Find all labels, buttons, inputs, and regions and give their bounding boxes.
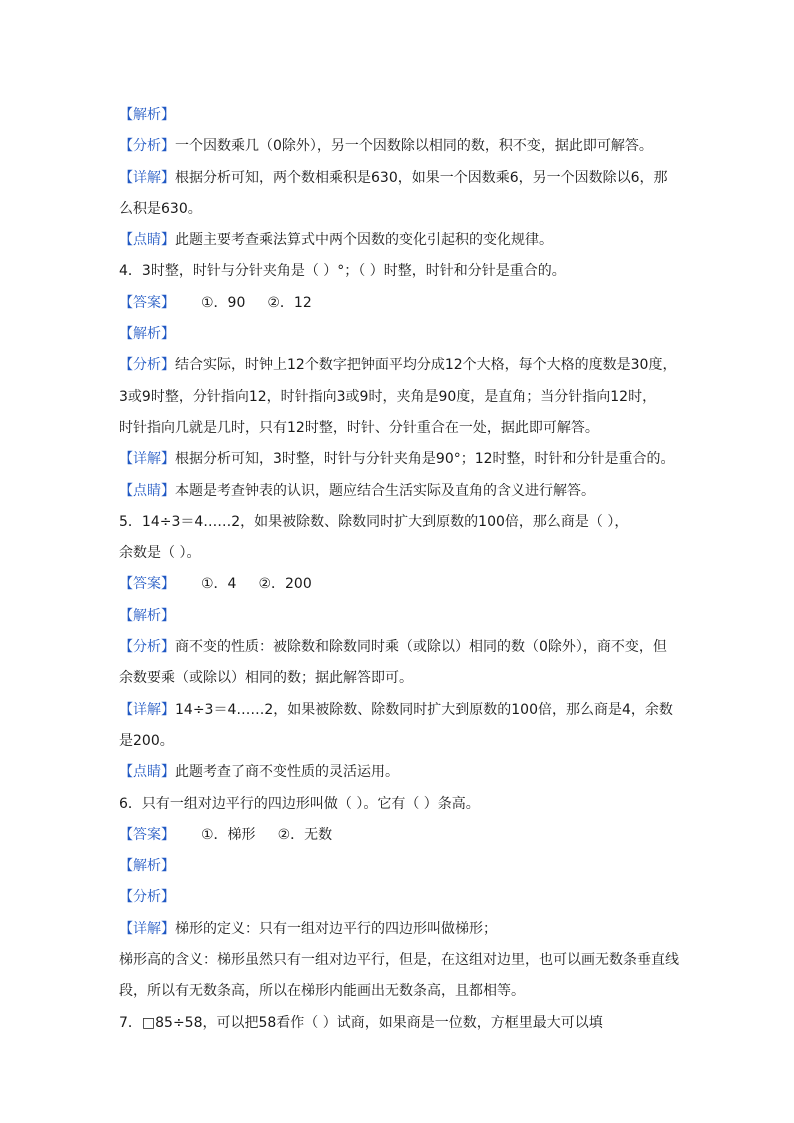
answer-option: ②．200 [258, 576, 312, 593]
text-line [119, 851, 689, 882]
text-line [119, 914, 689, 945]
line-text: 14÷3＝4……2，如果被除数、除数同时扩大到原数的100倍，那么商是4，余数 [175, 701, 673, 718]
text-line [119, 444, 689, 475]
text-line [119, 256, 689, 287]
answer-option: ①．梯形 [201, 826, 256, 843]
line-text: 6．只有一组对边平行的四边形叫做（ ）。它有（ ）条高。 [119, 795, 480, 812]
section-tag: 【详解】 [119, 451, 175, 468]
line-text: 根据分析可知，两个数相乘积是630，如果一个因数乘6，另一个因数除以6，那 [175, 169, 668, 186]
line-text: 余数是（ ）。 [119, 545, 201, 562]
text-line [119, 945, 689, 976]
section-tag: 【答案】 [119, 576, 175, 593]
section-tag: 【分析】 [119, 639, 175, 656]
line-text: 梯形的定义：只有一组对边平行的四边形叫做梯形； [175, 920, 497, 937]
line-text: 此题主要考查乘法算式中两个因数的变化引起积的变化规律。 [175, 232, 553, 249]
answer-option: ②．无数 [277, 826, 333, 843]
text-line [119, 100, 689, 131]
text-line [119, 288, 689, 319]
text-line [119, 319, 689, 350]
text-line [119, 1008, 689, 1039]
section-tag: 【点睛】 [119, 764, 175, 781]
text-line [119, 476, 689, 507]
line-text: 是200。 [119, 732, 174, 749]
section-tag: 【分析】 [119, 889, 175, 906]
text-line [119, 163, 689, 194]
section-tag: 【分析】 [119, 357, 175, 374]
section-tag: 【详解】 [119, 169, 175, 186]
line-text: 余数要乘（或除以）相同的数；据此解答即可。 [119, 670, 413, 687]
section-tag: 【解析】 [119, 607, 175, 624]
section-tag: 【解析】 [119, 858, 175, 875]
text-line [119, 726, 689, 757]
answer-option: ①．4 [201, 576, 237, 593]
line-text: 3或9时整，分针指向12，时针指向3或9时，夹角是90度，是直角；当分针指向12时， [119, 388, 657, 405]
text-line [119, 350, 689, 381]
text-line [119, 695, 689, 726]
text-line [119, 632, 689, 663]
text-line [119, 601, 689, 632]
text-line [119, 976, 689, 1007]
section-tag: 【解析】 [119, 326, 175, 343]
line-text: 本题是考查钟表的认识，题应结合生活实际及直角的含义进行解答。 [175, 482, 595, 499]
text-line [119, 413, 689, 444]
section-tag: 【详解】 [119, 920, 175, 937]
line-text: 段，所以有无数条高，所以在梯形内能画出无数条高，且都相等。 [119, 983, 525, 1000]
document-content [119, 100, 689, 1039]
text-line [119, 757, 689, 788]
line-text: 商不变的性质：被除数和除数同时乘（或除以）相同的数（0除外），商不变，但 [175, 639, 667, 656]
text-line [119, 382, 689, 413]
section-tag: 【答案】 [119, 294, 175, 311]
text-line [119, 820, 689, 851]
section-tag: 【点睛】 [119, 482, 175, 499]
line-text: 一个因数乘几（0除外），另一个因数除以相同的数，积不变，据此即可解答。 [175, 138, 653, 155]
text-line [119, 131, 689, 162]
text-line [119, 225, 689, 256]
text-line [119, 789, 689, 820]
line-text: 此题考查了商不变性质的灵活运用。 [175, 764, 399, 781]
line-text: 时针指向几就是几时，只有12时整，时针、分针重合在一处，据此即可解答。 [119, 419, 599, 436]
text-line [119, 663, 689, 694]
answer-option: ①．90 [201, 294, 246, 311]
text-line [119, 194, 689, 225]
section-tag: 【答案】 [119, 826, 175, 843]
line-text: 根据分析可知，3时整，时针与分针夹角是90°；12时整，时针和分针是重合的。 [175, 451, 675, 468]
line-text: 5．14÷3＝4……2，如果被除数、除数同时扩大到原数的100倍，那么商是（ ）， [119, 513, 629, 530]
section-tag: 【分析】 [119, 138, 175, 155]
line-text: 么积是630。 [119, 200, 202, 217]
line-text: 梯形高的含义：梯形虽然只有一组对边平行，但是，在这组对边里，也可以画无数条垂直线 [119, 952, 679, 969]
section-tag: 【点睛】 [119, 232, 175, 249]
line-text: 结合实际，时钟上12个数字把钟面平均分成12个大格，每个大格的度数是30度， [175, 357, 677, 374]
text-line [119, 538, 689, 569]
line-text: 4．3时整，时针与分针夹角是（ ）°；（ ）时整，时针和分针是重合的。 [119, 263, 566, 280]
text-line [119, 507, 689, 538]
text-line [119, 569, 689, 600]
text-line [119, 882, 689, 913]
section-tag: 【解析】 [119, 107, 175, 123]
section-tag: 【详解】 [119, 701, 175, 718]
answer-option: ②．12 [267, 294, 312, 311]
line-text: 7．□85÷58，可以把58看作（ ）试商，如果商是一位数，方框里最大可以填 [119, 1014, 603, 1031]
